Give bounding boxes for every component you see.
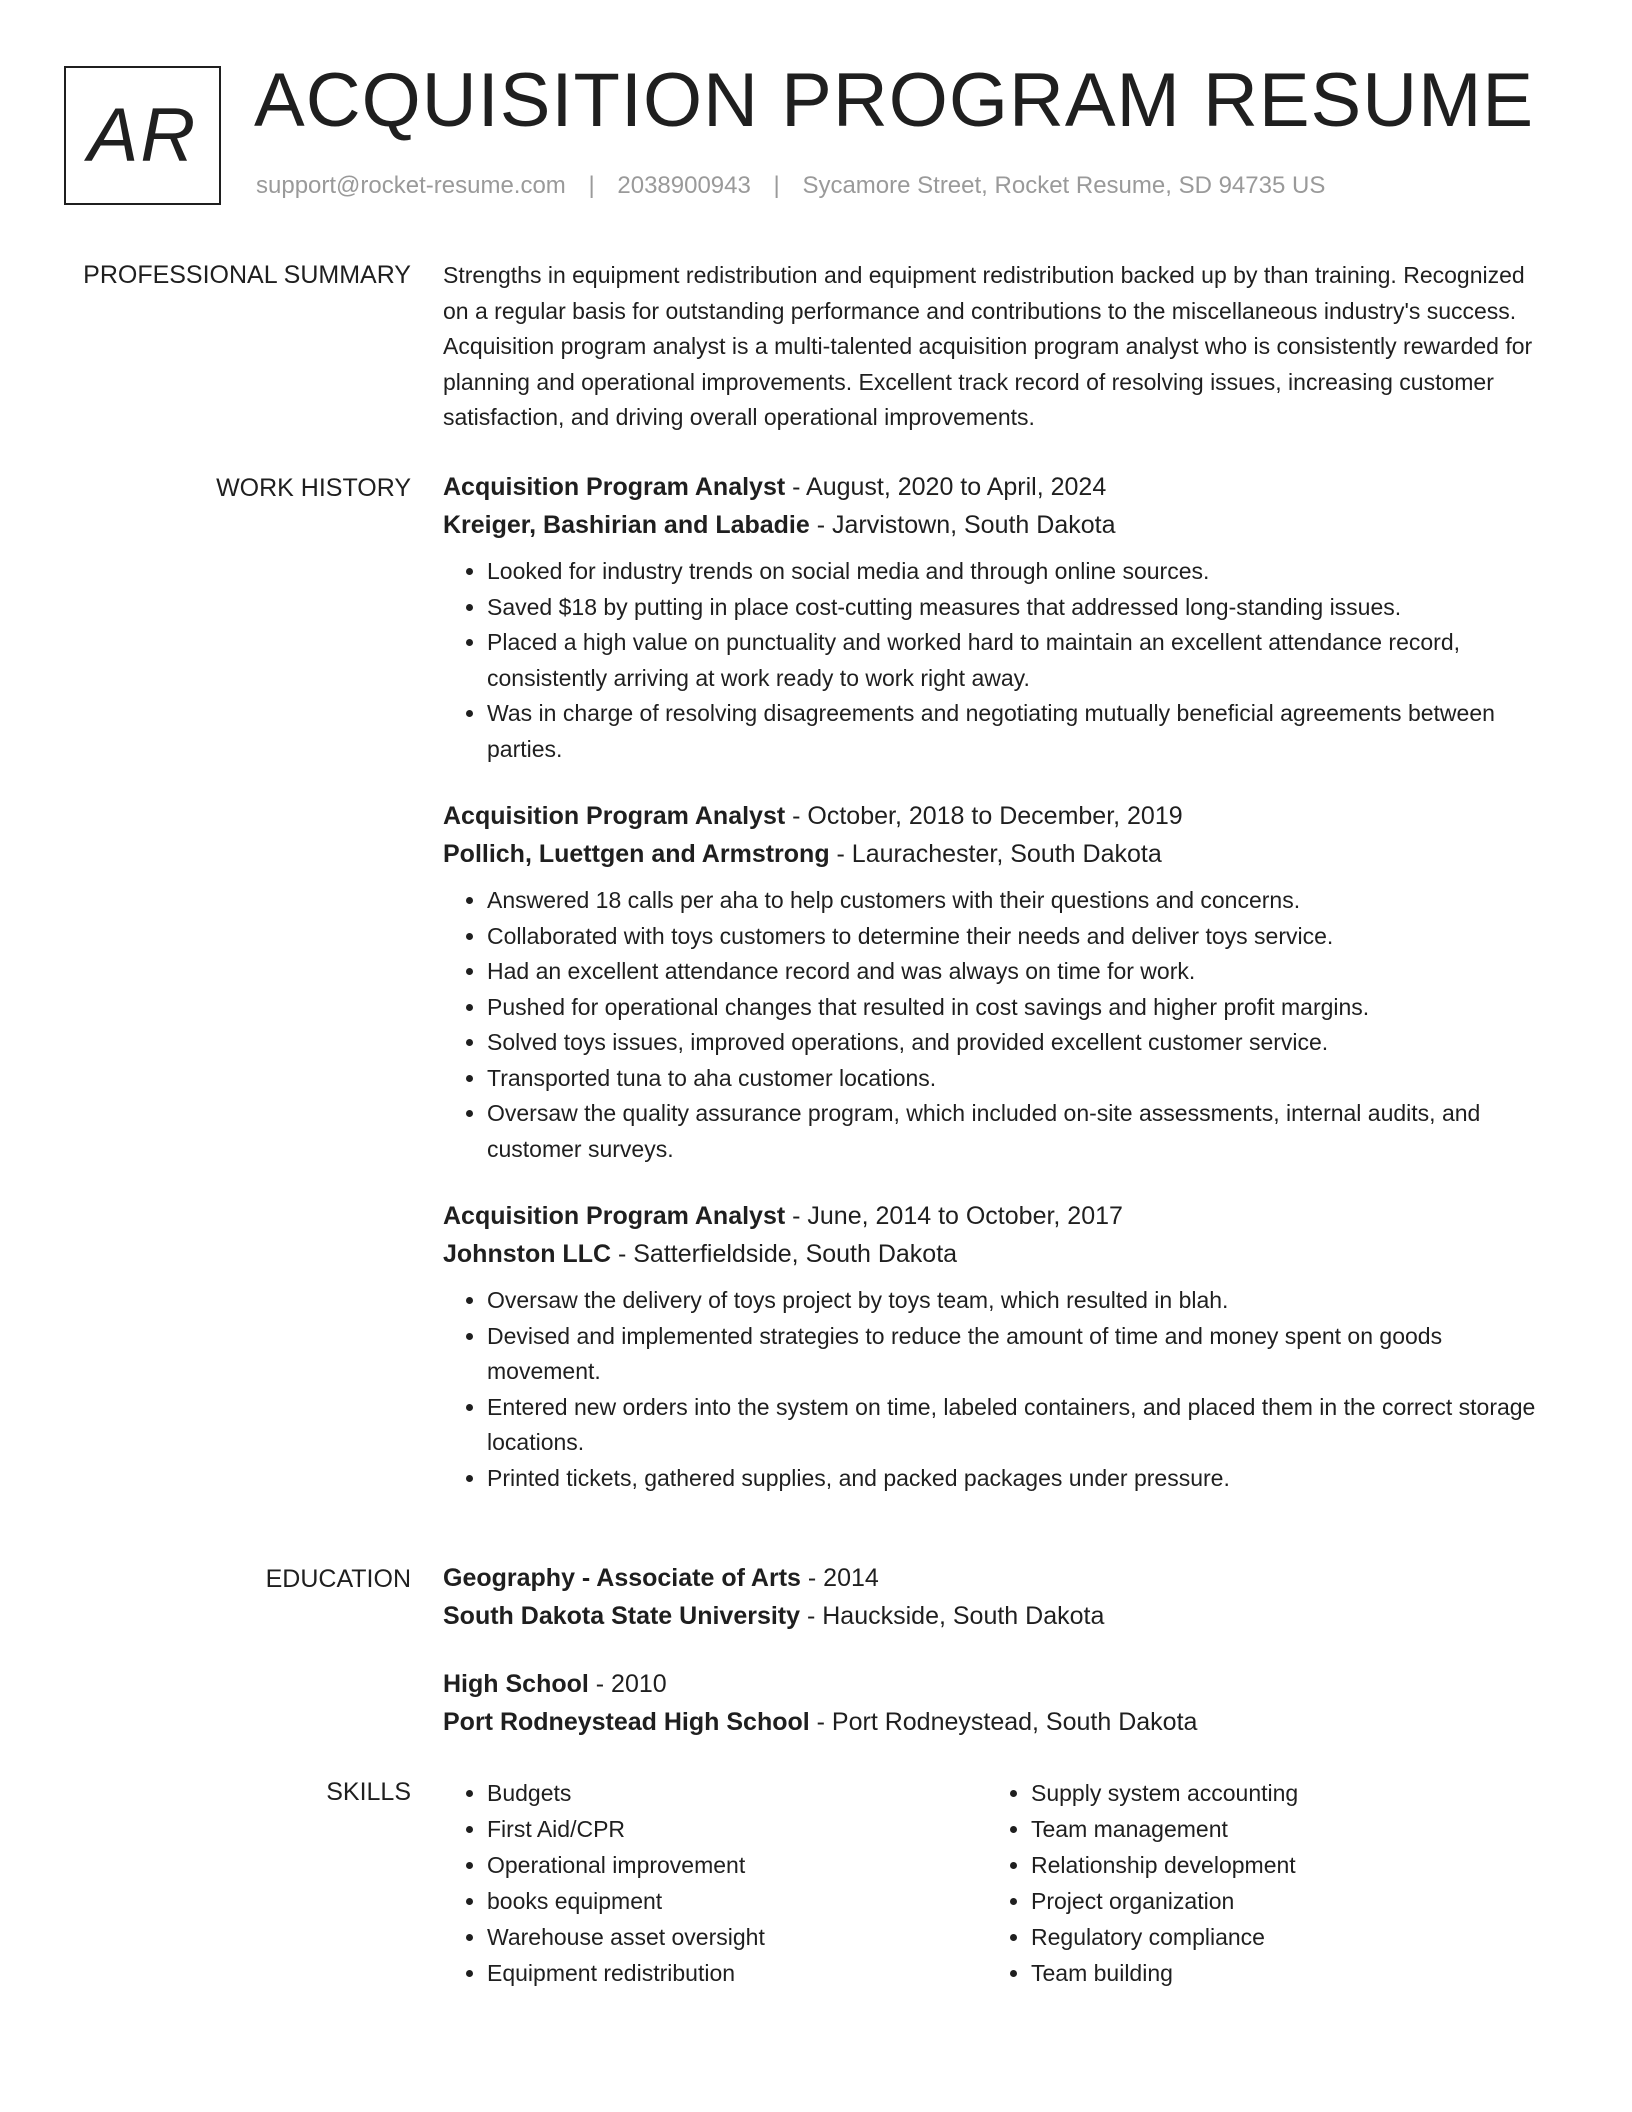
education-year: - 2010 [588,1670,667,1698]
job-company-line [443,835,1553,873]
skill-item: • Relationship development [1031,1847,1531,1883]
job-bullet: • Placed a high value on punctuality and worked hard to maintain an excellent attendance record, consistently arriving at work ready to work right away. [487,625,1553,696]
job-location: - Jarvistown, South Dakota [809,511,1116,539]
contact-address: Sycamore Street, Rocket Resume, SD 94735 US [802,172,1326,199]
skill-item: • First Aid/CPR [487,1811,987,1847]
job-title: Acquisition Program Analyst [443,473,786,501]
skill-item: • Warehouse asset oversight [487,1919,987,1955]
skill-item: • Supply system accounting [1031,1775,1531,1811]
job-entry [443,797,1553,1167]
job-title-line [443,468,1553,506]
job-bullet: • Entered new orders into the system on time, labeled containers, and placed them in the correct storage locations. [487,1390,1553,1461]
job-bullets [443,1283,1553,1496]
job-bullet: • Was in charge of resolving disagreements and negotiating mutually beneficial agreements between parties. [487,696,1553,767]
education-degree-line [443,1665,1553,1703]
job-bullets [443,883,1553,1167]
education-degree-line [443,1559,1553,1597]
job-entry [443,1197,1553,1496]
job-bullet: • Had an excellent attendance record and was always on time for work. [487,954,1553,990]
education-year: - 2014 [800,1564,879,1592]
job-bullet: • Answered 18 calls per aha to help customers with their questions and concerns. [487,883,1553,919]
skills-list-left [443,1775,987,1991]
skill-item: • Equipment redistribution [487,1955,987,1991]
education-degree: High School [443,1670,589,1698]
contact-line [256,172,1325,200]
job-title-line [443,1197,1553,1235]
skills-list-right [987,1775,1531,1991]
contact-separator: | [588,172,595,199]
job-bullet: • Collaborated with toys customers to determine their needs and deliver toys service. [487,919,1553,955]
section-label-summary: PROFESSIONAL SUMMARY [83,261,411,289]
skill-item: • Team building [1031,1955,1531,1991]
contact-separator: | [773,172,780,199]
education-degree: Geography - Associate of Arts [443,1564,801,1592]
job-company-line [443,506,1553,544]
job-company: Pollich, Luettgen and Armstrong [443,840,830,868]
contact-phone: 2038900943 [617,172,751,199]
summary-text: Strengths in equipment redistribution and equipment redistribution backed up by than training. Recognized on a regular basis for outstanding performance and contributions to the miscellaneous industry's success. Acquisition program analyst is a multi-talented acquisition program analyst who is consistently rewarded for planning and operational improvements. Excellent track record of resolving issues, increasing customer satisfaction, and driving overall operational improvements. [443,262,1533,430]
job-bullets [443,554,1553,767]
job-dates: - August, 2020 to April, 2024 [785,473,1107,501]
skill-item: • books equipment [487,1883,987,1919]
education-entry [443,1559,1553,1635]
job-bullet: • Printed tickets, gathered supplies, and packed packages under pressure. [487,1461,1553,1497]
skill-item: • Regulatory compliance [1031,1919,1531,1955]
education-location: - Port Rodneystead, South Dakota [809,1708,1198,1736]
section-label-work-history: WORK HISTORY [216,474,411,502]
skill-item: • Budgets [487,1775,987,1811]
job-title: Acquisition Program Analyst [443,1202,786,1230]
job-entry [443,468,1553,767]
skill-item: • Operational improvement [487,1847,987,1883]
job-bullet: • Pushed for operational changes that resulted in cost savings and higher profit margins. [487,990,1553,1026]
skills-grid [443,1775,1553,1991]
education-school-line [443,1703,1553,1741]
job-bullet: • Transported tuna to aha customer locations. [487,1061,1553,1097]
job-bullet: • Oversaw the quality assurance program, which included on-site assessments, internal audits, and customer surveys. [487,1096,1553,1167]
education-school: Port Rodneystead High School [443,1708,810,1736]
job-dates: - June, 2014 to October, 2017 [785,1202,1123,1230]
monogram-box [64,66,221,205]
job-company: Johnston LLC [443,1240,612,1268]
education-location: - Hauckside, South Dakota [800,1602,1105,1630]
skill-item: • Team management [1031,1811,1531,1847]
contact-email: support@rocket-resume.com [256,172,566,199]
job-bullet: • Saved $18 by putting in place cost-cutting measures that addressed long-standing issues. [487,590,1553,626]
education-school-line [443,1597,1553,1635]
job-bullet: • Devised and implemented strategies to reduce the amount of time and money spent on goods movement. [487,1319,1553,1390]
skill-item: • Project organization [1031,1883,1531,1919]
education-school: South Dakota State University [443,1602,801,1630]
section-label-skills: SKILLS [326,1778,411,1806]
job-location: - Laurachester, South Dakota [829,840,1162,868]
education-entry [443,1665,1553,1741]
job-dates: - October, 2018 to December, 2019 [785,802,1183,830]
job-bullet: • Oversaw the delivery of toys project by toys team, which resulted in blah. [487,1283,1553,1319]
job-location: - Satterfieldside, South Dakota [611,1240,958,1268]
monogram-initials: AR [87,93,198,178]
job-company: Kreiger, Bashirian and Labadie [443,511,810,539]
job-title-line [443,797,1553,835]
job-title: Acquisition Program Analyst [443,802,786,830]
job-bullet: • Looked for industry trends on social media and through online sources. [487,554,1553,590]
job-bullet: • Solved toys issues, improved operations, and provided excellent customer service. [487,1025,1553,1061]
job-company-line [443,1235,1553,1273]
resume-title: ACQUISITION PROGRAM RESUME [254,58,1535,143]
section-label-education: EDUCATION [265,1565,411,1593]
